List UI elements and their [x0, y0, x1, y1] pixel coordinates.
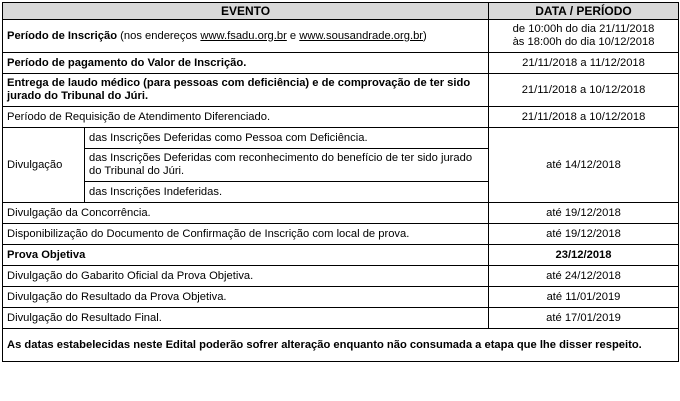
divulgacao-item: das Inscrições Deferidas com reconhecimento do benefício de ter sido jurado do Tribunal do Júri. [85, 149, 489, 182]
row-evento: Divulgação do Gabarito Oficial da Prova Objetiva. [3, 266, 489, 287]
table-row [3, 203, 679, 224]
divulgacao-label: Divulgação [3, 128, 85, 203]
row-evento: Disponibilização do Documento de Confirmação de Inscrição com local de prova. [3, 224, 489, 245]
divulgacao-item: das Inscrições Indeferidas. [85, 182, 489, 203]
row-data: 21/11/2018 a 10/12/2018 [489, 107, 679, 128]
row-evento: Entrega de laudo médico (para pessoas com deficiência) e de comprovação de ter sido jurado do Tribunal do Júri. [3, 74, 489, 107]
row-data: 21/11/2018 a 10/12/2018 [489, 74, 679, 107]
row-evento: Divulgação do Resultado Final. [3, 308, 489, 329]
row-data: até 19/12/2018 [489, 203, 679, 224]
inscricao-text-2: e [286, 29, 300, 42]
row-inscricao [3, 20, 679, 53]
table-row [3, 266, 679, 287]
row-evento: Divulgação da Concorrência. [3, 203, 489, 224]
table-row [3, 224, 679, 245]
row-evento: Prova Objetiva [3, 245, 489, 266]
inscricao-data [489, 20, 679, 53]
inscricao-evento [3, 20, 489, 53]
divulgacao-item: das Inscrições Deferidas como Pessoa com Deficiência. [85, 128, 489, 149]
inscricao-date-end: às 18:00h do dia 10/12/2018 [512, 36, 655, 48]
inscricao-label: Período de Inscrição [7, 29, 118, 42]
row-data: até 19/12/2018 [489, 224, 679, 245]
divulgacao-row [3, 128, 679, 149]
table-row [3, 245, 679, 266]
sousandrade-link[interactable]: www.sousandrade.org.br [299, 29, 424, 42]
edital-note: As datas estabelecidas neste Edital poderão sofrer alteração enquanto não consumada a etapa que lhe disser respeito. [3, 329, 679, 362]
row-data: até 17/01/2019 [489, 308, 679, 329]
row-evento: Período de pagamento do Valor de Inscrição. [3, 53, 489, 74]
row-data: até 11/01/2019 [489, 287, 679, 308]
inscricao-date-start: de 10:00h do dia 21/11/2018 [512, 23, 655, 35]
table-row [3, 74, 679, 107]
schedule-table [2, 2, 679, 362]
row-evento: Período de Requisição de Atendimento Diferenciado. [3, 107, 489, 128]
row-data: 21/11/2018 a 11/12/2018 [489, 53, 679, 74]
header-data: DATA / PERÍODO [489, 3, 679, 20]
row-data: 23/12/2018 [489, 245, 679, 266]
inscricao-text-1: (nos endereços [117, 29, 201, 42]
row-evento: Divulgação do Resultado da Prova Objetiva. [3, 287, 489, 308]
note-row [3, 329, 679, 362]
row-data: até 24/12/2018 [489, 266, 679, 287]
table-row [3, 287, 679, 308]
table-row [3, 107, 679, 128]
table-row [3, 308, 679, 329]
table-row [3, 53, 679, 74]
divulgacao-data: até 14/12/2018 [489, 128, 679, 203]
inscricao-text-3: ) [423, 29, 427, 42]
header-evento: EVENTO [3, 3, 489, 20]
fsadu-link[interactable]: www.fsadu.org.br [200, 29, 287, 42]
